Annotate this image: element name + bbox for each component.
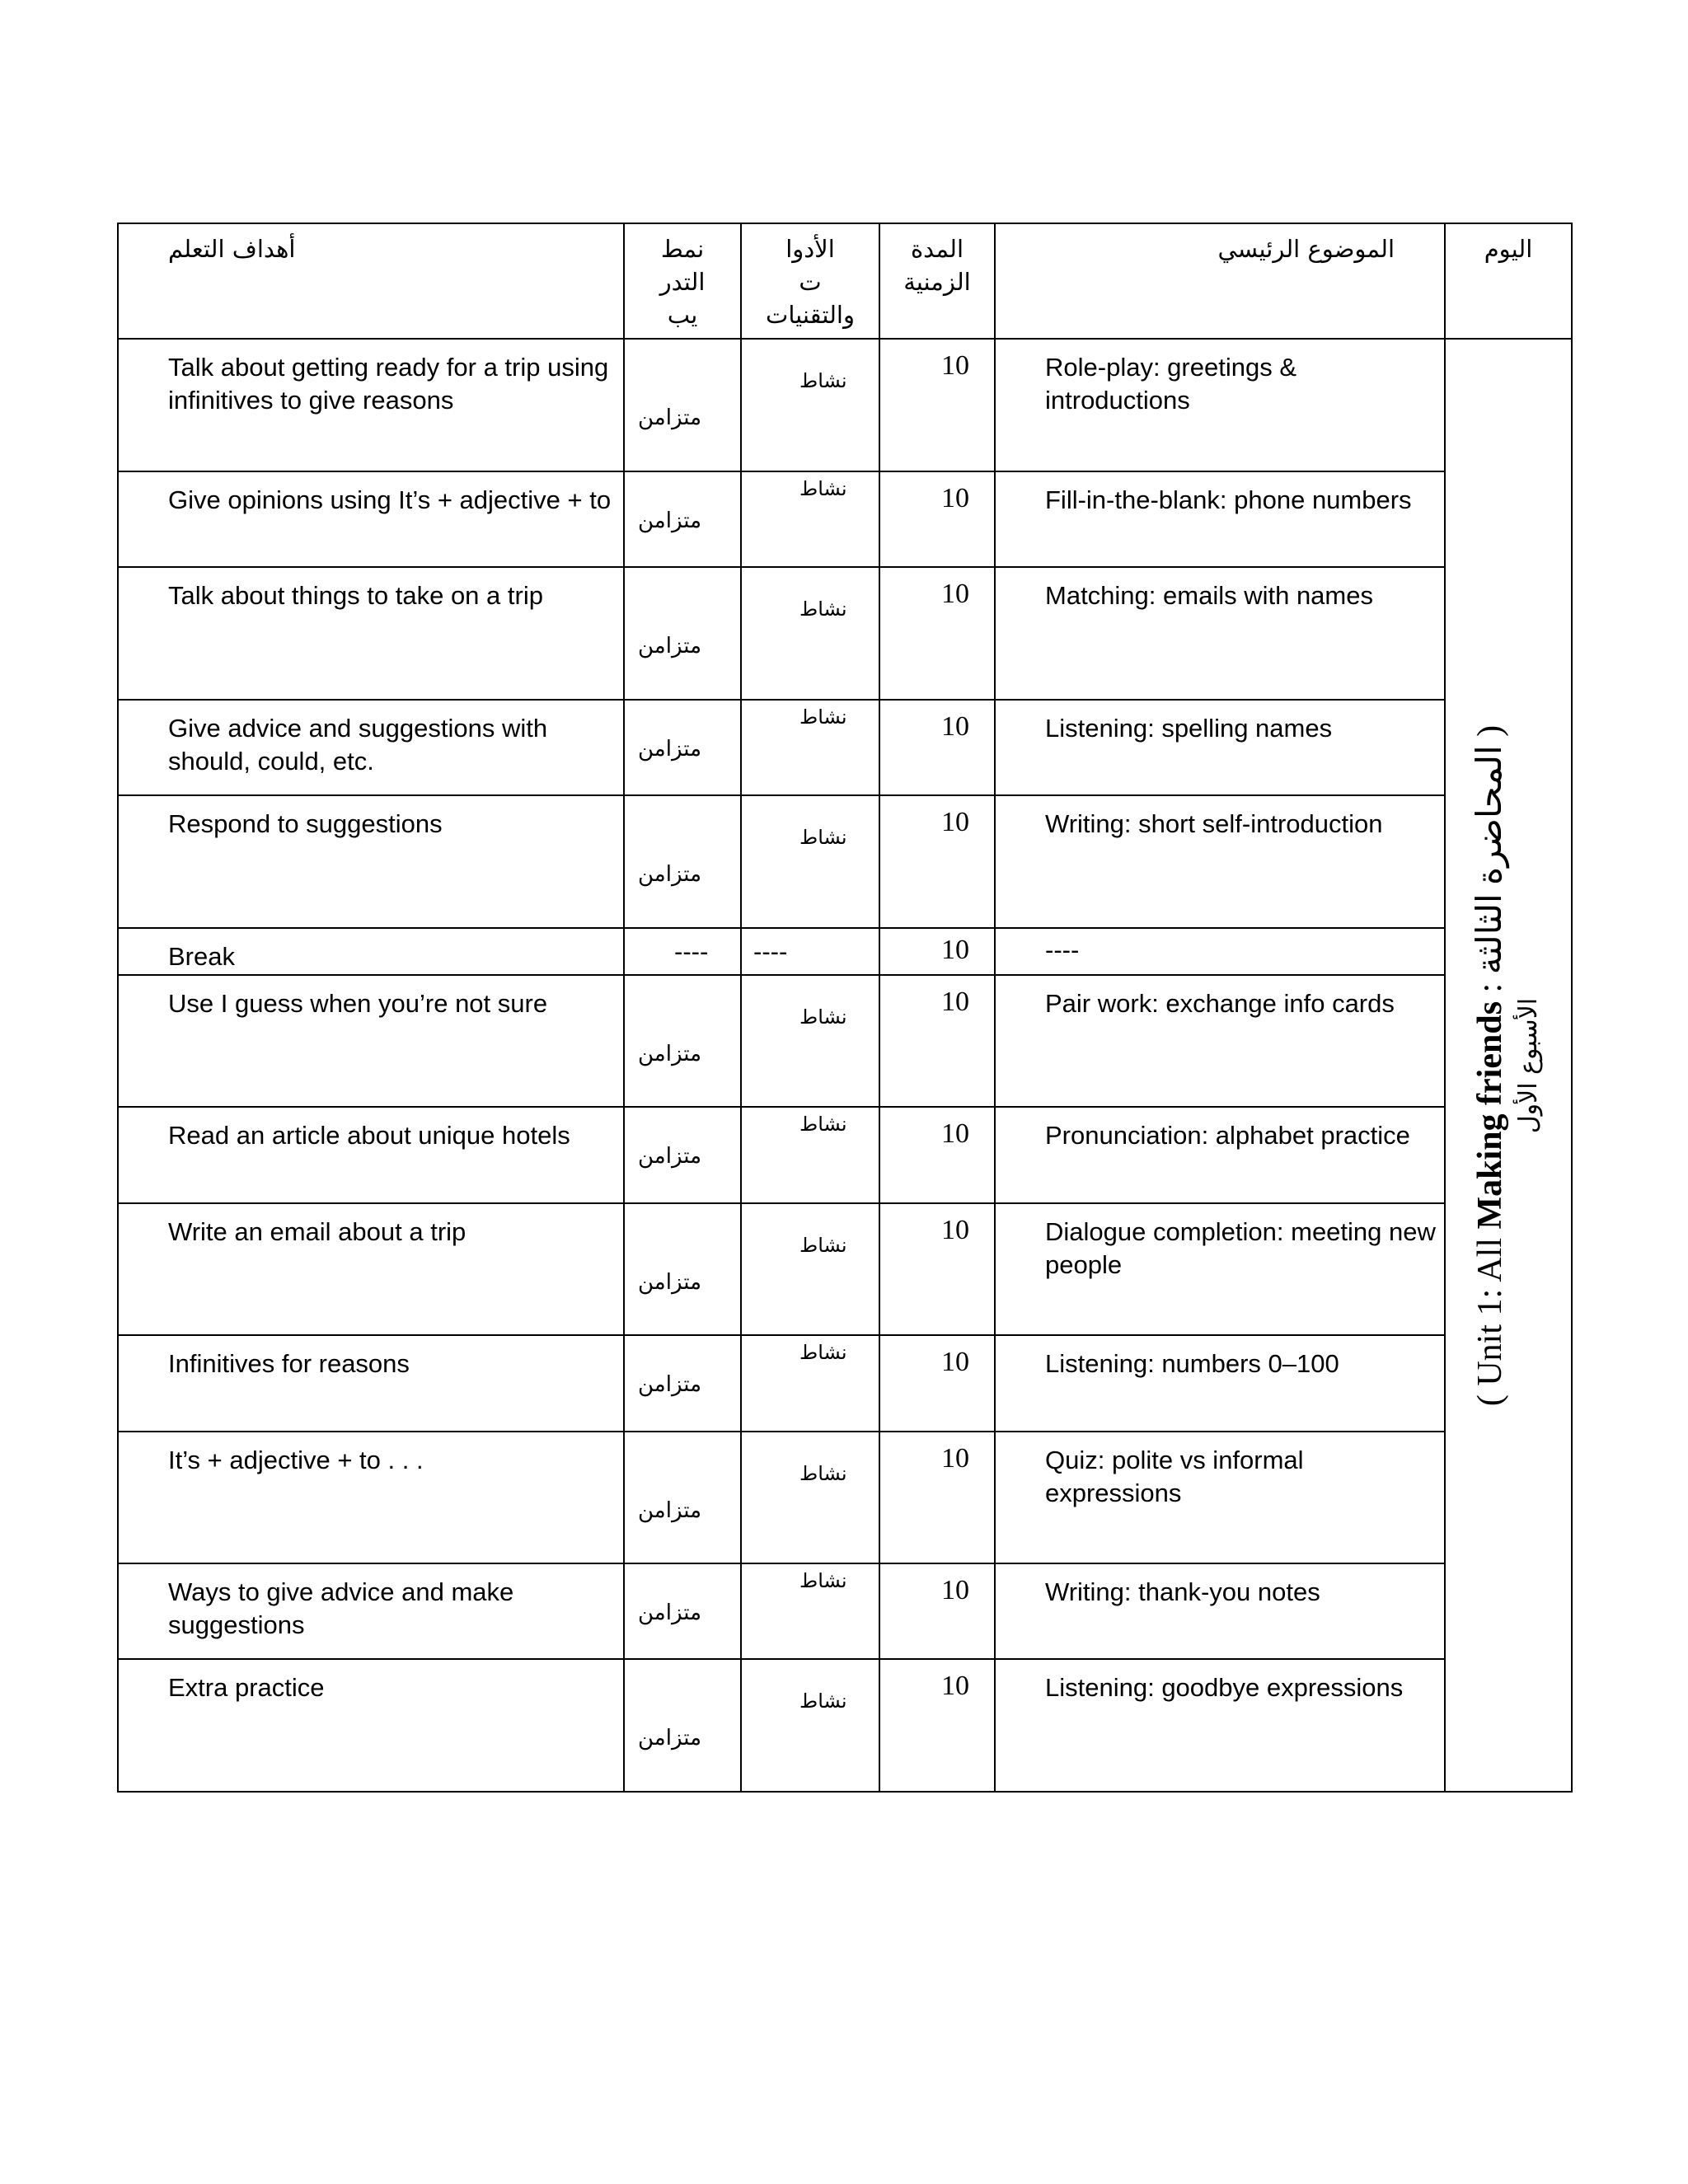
duration-text: 10 <box>941 1671 969 1702</box>
objective-text: Give advice and suggestions with should, could, etc. <box>168 713 548 776</box>
duration-cell <box>879 795 995 928</box>
header-day-label: اليوم <box>1484 235 1533 263</box>
topic-text: Pair work: exchange info cards <box>1045 988 1395 1018</box>
topic-text: Listening: spelling names <box>1045 713 1333 743</box>
tools-text: نشاط <box>799 1569 847 1593</box>
topic-cell <box>995 1107 1445 1202</box>
topic-text: ---- <box>1045 935 1080 964</box>
objective-text: Read an article about unique hotels <box>168 1121 570 1151</box>
tools-cell <box>741 567 879 700</box>
duration-text: 10 <box>941 934 969 965</box>
header-duration-line: الزمنية <box>903 268 971 296</box>
table-row <box>118 1432 1572 1564</box>
header-topic <box>995 223 1445 339</box>
header-duration-label <box>880 232 994 298</box>
header-training-mode-line: التدر <box>659 268 706 296</box>
duration-cell <box>879 700 995 795</box>
header-training-mode <box>624 223 741 339</box>
topic-text: Role-play: greetings & introductions <box>1045 353 1296 415</box>
training-mode-text: ---- <box>674 936 709 966</box>
objective-cell <box>118 1432 624 1564</box>
topic-cell <box>995 928 1445 975</box>
day-cell <box>1445 339 1572 1792</box>
tools-text: نشاط <box>799 705 847 729</box>
training-mode-text: متزامن <box>638 736 702 762</box>
objective-cell <box>118 700 624 795</box>
header-objectives-label: أهداف التعلم <box>168 235 296 263</box>
objective-text: Give opinions using It’s + adjective + to <box>168 485 612 514</box>
lesson-plan-table <box>117 223 1573 1793</box>
duration-cell <box>879 975 995 1108</box>
duration-text: 10 <box>941 710 969 742</box>
duration-text: 10 <box>941 350 969 382</box>
table-row <box>118 471 1572 567</box>
header-duration <box>879 223 995 339</box>
objective-cell <box>118 928 624 975</box>
header-day <box>1445 223 1572 339</box>
duration-cell <box>879 1432 995 1564</box>
training-mode-text: متزامن <box>638 508 702 533</box>
training-mode-cell <box>624 700 741 795</box>
training-mode-cell <box>624 1432 741 1564</box>
training-mode-cell <box>624 1563 741 1659</box>
duration-text: 10 <box>941 986 969 1017</box>
unit-title <box>1470 365 1511 1766</box>
topic-text: Writing: short self-introduction <box>1045 809 1383 839</box>
table-row <box>118 1203 1572 1336</box>
objective-cell <box>118 471 624 567</box>
training-mode-text: متزامن <box>638 862 702 888</box>
objective-cell <box>118 1335 624 1431</box>
training-mode-cell <box>624 567 741 700</box>
topic-cell <box>995 1432 1445 1564</box>
tools-text: نشاط <box>799 826 847 850</box>
topic-text: Matching: emails with names <box>1045 581 1373 611</box>
tools-cell <box>741 1335 879 1431</box>
duration-text: 10 <box>941 1575 969 1606</box>
topic-text: Writing: thank-you notes <box>1045 1577 1320 1607</box>
table-row <box>118 1335 1572 1431</box>
tools-cell <box>741 1563 879 1659</box>
topic-cell <box>995 795 1445 928</box>
unit-title-bold: Making friends <box>1471 1001 1509 1230</box>
duration-cell <box>879 339 995 471</box>
topic-cell <box>995 700 1445 795</box>
table-row <box>118 567 1572 700</box>
tools-text: نشاط <box>799 1113 847 1137</box>
table-row <box>118 1563 1572 1659</box>
header-tools-line: الأدوا <box>785 235 835 263</box>
tools-text: نشاط <box>799 1233 847 1257</box>
topic-cell <box>995 1335 1445 1431</box>
topic-cell <box>995 975 1445 1108</box>
training-mode-text: متزامن <box>638 405 702 431</box>
unit-title-suffix: : المحاضرة الثالثة ) <box>1471 724 1509 1001</box>
topic-text: Dialogue completion: meeting new people <box>1045 1216 1436 1279</box>
training-mode-text: متزامن <box>638 634 702 659</box>
tools-text: نشاط <box>799 1461 847 1485</box>
topic-cell <box>995 1203 1445 1336</box>
duration-text: 10 <box>941 482 969 513</box>
duration-cell <box>879 471 995 567</box>
objective-text: Extra practice <box>168 1673 325 1703</box>
objective-text: Talk about things to take on a trip <box>168 581 543 611</box>
header-topic-label: الموضوع الرئيسي <box>1217 235 1395 263</box>
topic-text: Listening: numbers 0–100 <box>1045 1349 1339 1379</box>
training-mode-cell <box>624 1659 741 1792</box>
training-mode-text: متزامن <box>638 1269 702 1295</box>
unit-title-prefix: ( Unit 1: All <box>1471 1229 1509 1406</box>
topic-cell <box>995 1563 1445 1659</box>
duration-cell <box>879 928 995 975</box>
table-row <box>118 700 1572 795</box>
training-mode-text: متزامن <box>638 1601 702 1626</box>
tools-cell <box>741 1432 879 1564</box>
header-tools <box>741 223 879 339</box>
table-row <box>118 928 1572 975</box>
header-training-mode-line: يب <box>667 301 698 329</box>
tools-text: نشاط <box>799 1690 847 1713</box>
duration-text: 10 <box>941 1214 969 1245</box>
table-row <box>118 1107 1572 1202</box>
duration-cell <box>879 1335 995 1431</box>
tools-cell <box>741 339 879 471</box>
training-mode-text: متزامن <box>638 1041 702 1066</box>
duration-cell <box>879 1563 995 1659</box>
table-row <box>118 339 1572 471</box>
objective-text: It’s + adjective + to . . . <box>168 1445 424 1474</box>
tools-cell <box>741 471 879 567</box>
topic-cell <box>995 567 1445 700</box>
table-row <box>118 795 1572 928</box>
duration-cell <box>879 567 995 700</box>
objective-cell <box>118 795 624 928</box>
duration-cell <box>879 1659 995 1792</box>
header-tools-line: ت <box>799 268 822 296</box>
objective-cell <box>118 1107 624 1202</box>
duration-text: 10 <box>941 1442 969 1474</box>
header-objectives <box>118 223 624 339</box>
tools-cell <box>741 928 879 975</box>
duration-text: 10 <box>941 807 969 838</box>
tools-cell <box>741 1659 879 1792</box>
tools-cell <box>741 975 879 1108</box>
objective-text: Ways to give advice and make suggestions <box>168 1577 514 1640</box>
training-mode-cell <box>624 339 741 471</box>
tools-cell <box>741 1203 879 1336</box>
tools-text: نشاط <box>799 1005 847 1029</box>
header-duration-line: المدة <box>910 235 964 263</box>
objective-text: Infinitives for reasons <box>168 1349 410 1379</box>
tools-cell <box>741 795 879 928</box>
objective-cell <box>118 567 624 700</box>
tools-cell <box>741 700 879 795</box>
objective-cell <box>118 1203 624 1336</box>
training-mode-cell <box>624 1335 741 1431</box>
training-mode-text: متزامن <box>638 1497 702 1523</box>
objective-text: Write an email about a trip <box>168 1216 467 1246</box>
topic-text: Quiz: polite vs informal expressions <box>1045 1445 1304 1507</box>
duration-cell <box>879 1203 995 1336</box>
tools-text: نشاط <box>799 476 847 500</box>
duration-text: 10 <box>941 579 969 610</box>
objective-cell <box>118 1563 624 1659</box>
objective-cell <box>118 975 624 1108</box>
training-mode-cell <box>624 975 741 1108</box>
header-tools-label <box>742 232 879 331</box>
tools-text: ---- <box>753 936 788 966</box>
topic-text: Listening: goodbye expressions <box>1045 1673 1404 1703</box>
training-mode-cell <box>624 928 741 975</box>
header-row <box>118 223 1572 339</box>
header-training-mode-line: نمط <box>660 235 705 263</box>
training-mode-text: متزامن <box>638 1726 702 1751</box>
objective-text: Respond to suggestions <box>168 809 443 839</box>
objective-text: Use I guess when you’re not sure <box>168 988 548 1018</box>
objective-text: Break <box>168 941 235 971</box>
objective-text: Talk about getting ready for a trip using infinitives to give reasons <box>168 353 609 415</box>
day-label <box>1470 365 1547 1766</box>
topic-text: Pronunciation: alphabet practice <box>1045 1121 1410 1151</box>
topic-cell <box>995 339 1445 471</box>
topic-cell <box>995 1659 1445 1792</box>
objective-cell <box>118 1659 624 1792</box>
table-row <box>118 975 1572 1108</box>
week-label: الأسبوع الأول <box>1514 997 1543 1133</box>
training-mode-cell <box>624 471 741 567</box>
training-mode-text: متزامن <box>638 1372 702 1398</box>
objective-cell <box>118 339 624 471</box>
table-row <box>118 1659 1572 1792</box>
tools-text: نشاط <box>799 369 847 393</box>
tools-text: نشاط <box>799 1341 847 1365</box>
duration-cell <box>879 1107 995 1202</box>
training-mode-cell <box>624 1107 741 1202</box>
training-mode-text: متزامن <box>638 1144 702 1169</box>
duration-text: 10 <box>941 1118 969 1150</box>
header-training-mode-label <box>625 232 740 331</box>
training-mode-cell <box>624 1203 741 1336</box>
header-tools-line: والتقنيات <box>766 301 855 329</box>
topic-text: Fill-in-the-blank: phone numbers <box>1045 485 1412 514</box>
topic-cell <box>995 471 1445 567</box>
duration-text: 10 <box>941 1347 969 1378</box>
tools-text: نشاط <box>799 598 847 621</box>
tools-cell <box>741 1107 879 1202</box>
training-mode-cell <box>624 795 741 928</box>
